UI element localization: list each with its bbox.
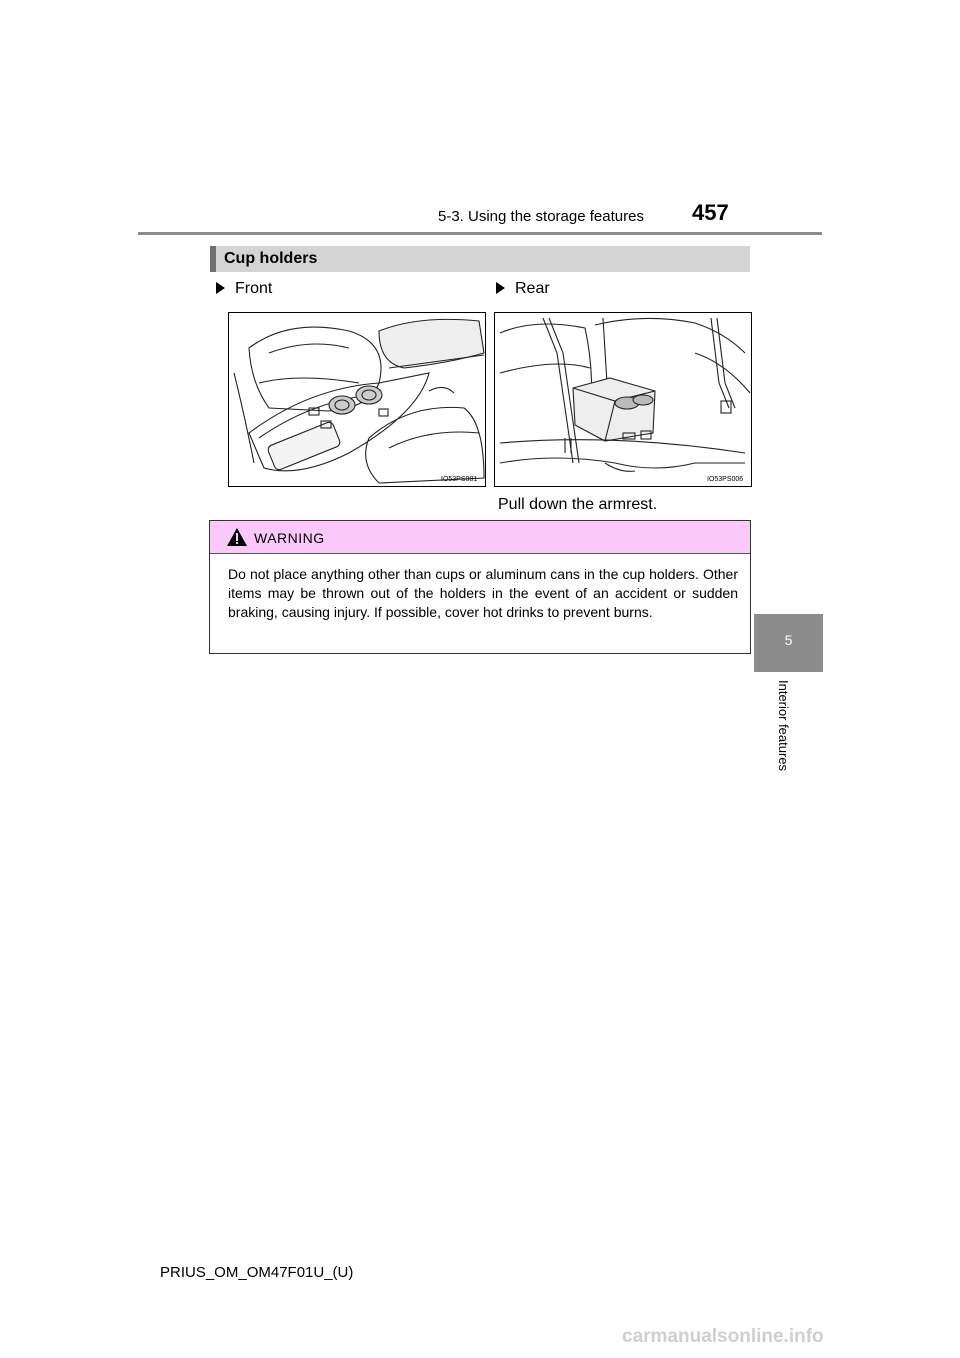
rear-label — [496, 280, 550, 298]
rear-cup-holder-illustration — [494, 312, 752, 487]
warning-triangle-icon — [226, 527, 248, 552]
warning-text: Do not place anything other than cups or aluminum cans in the cup holders. Other items may be thrown out of the holders in the event of an accident or sudden braking, causing injury. If possible, cover hot drinks to prevent burns. — [228, 566, 738, 620]
rear-caption: Pull down the armrest. — [498, 496, 658, 513]
chapter-number: 5 — [784, 632, 793, 648]
page-number: 457 — [692, 200, 729, 225]
header-section-title: 5-3. Using the storage features — [438, 208, 644, 225]
header-rule — [138, 232, 822, 235]
triangle-bullet-icon — [216, 282, 225, 294]
warning-title: WARNING — [254, 530, 325, 546]
front-label-text: Front — [235, 280, 273, 297]
chapter-title: Interior features — [776, 680, 791, 772]
section-heading-marker — [210, 246, 216, 272]
front-image-code: IO53PS081 — [441, 476, 478, 483]
rear-image-code: IO53PS006 — [707, 476, 744, 483]
triangle-bullet-icon — [496, 282, 505, 294]
rear-label-text: Rear — [515, 280, 550, 297]
front-label — [216, 280, 272, 298]
watermark: carmanualsonline.info — [622, 1326, 824, 1347]
document-code: PRIUS_OM_OM47F01U_(U) — [160, 1264, 354, 1281]
section-heading: Cup holders — [224, 250, 318, 267]
front-cup-holder-illustration — [228, 312, 486, 487]
